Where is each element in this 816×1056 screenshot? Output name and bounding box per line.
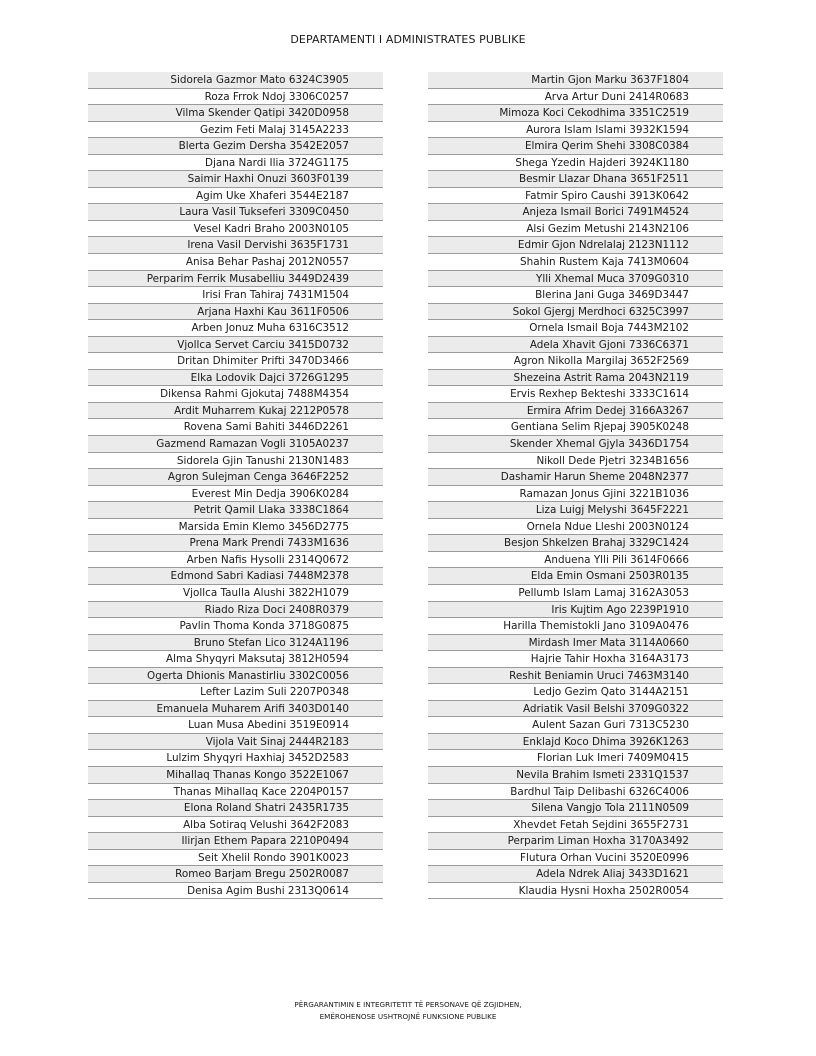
list-row: Dashamir Harun Sheme 2048N2377 xyxy=(428,469,723,486)
list-row: Iris Kujtim Ago 2239P1910 xyxy=(428,602,723,619)
list-row: Flutura Orhan Vucini 3520E0996 xyxy=(428,850,723,867)
list-row: Edmir Gjon Ndrelalaj 2123N1112 xyxy=(428,237,723,254)
list-row: Aulent Sazan Guri 7313C5230 xyxy=(428,717,723,734)
list-row: Shega Yzedin Hajderi 3924K1180 xyxy=(428,155,723,172)
footer-line-2: EMËROHENOSE USHTROJNË FUNKSIONE PUBLIKE xyxy=(319,1012,497,1021)
list-row: Nevila Brahim Ismeti 2331Q1537 xyxy=(428,767,723,784)
list-row: Lulzim Shyqyri Haxhiaj 3452D2583 xyxy=(88,750,383,767)
list-row: Marsida Emin Klemo 3456D2775 xyxy=(88,519,383,536)
list-row: Silena Vangjo Tola 2111N0509 xyxy=(428,800,723,817)
list-row: Riado Riza Doci 2408R0379 xyxy=(88,602,383,619)
list-row: Blerta Gezim Dersha 3542E2057 xyxy=(88,138,383,155)
list-row: Besmir Llazar Dhana 3651F2511 xyxy=(428,171,723,188)
list-row: Ylli Xhemal Muca 3709G0310 xyxy=(428,271,723,288)
list-row: Anisa Behar Pashaj 2012N0557 xyxy=(88,254,383,271)
list-row: Ardit Muharrem Kukaj 2212P0578 xyxy=(88,403,383,420)
list-row: Reshit Beniamin Uruci 7463M3140 xyxy=(428,668,723,685)
list-row: Vjollca Servet Carciu 3415D0732 xyxy=(88,337,383,354)
list-row: Elda Emin Osmani 2503R0135 xyxy=(428,568,723,585)
list-row: Vjollca Taulla Alushi 3822H1079 xyxy=(88,585,383,602)
list-row: Sokol Gjergj Merdhoci 6325C3997 xyxy=(428,304,723,321)
list-row: Prena Mark Prendi 7433M1636 xyxy=(88,535,383,552)
list-row: Agim Uke Xhaferi 3544E2187 xyxy=(88,188,383,205)
list-row: Luan Musa Abedini 3519E0914 xyxy=(88,717,383,734)
list-row: Arva Artur Duni 2414R0683 xyxy=(428,89,723,106)
list-row: Perparim Ferrik Musabelliu 3449D2439 xyxy=(88,271,383,288)
list-row: Anduena Ylli Pili 3614F0666 xyxy=(428,552,723,569)
list-row: Bardhul Taip Delibashi 6326C4006 xyxy=(428,784,723,801)
list-row: Ledjo Gezim Qato 3144A2151 xyxy=(428,684,723,701)
list-row: Martin Gjon Marku 3637F1804 xyxy=(428,72,723,89)
list-row: Ermira Afrim Dedej 3166A3267 xyxy=(428,403,723,420)
list-row: Skender Xhemal Gjyla 3436D1754 xyxy=(428,436,723,453)
list-row: Anjeza Ismail Borici 7491M4524 xyxy=(428,204,723,221)
list-row: Besjon Shkelzen Brahaj 3329C1424 xyxy=(428,535,723,552)
list-row: Ilirjan Ethem Papara 2210P0494 xyxy=(88,833,383,850)
list-row: Dikensa Rahmi Gjokutaj 7488M4354 xyxy=(88,386,383,403)
list-row: Klaudia Hysni Hoxha 2502R0054 xyxy=(428,883,723,900)
list-row: Agron Sulejman Cenga 3646F2252 xyxy=(88,469,383,486)
list-row: Arben Nafis Hysolli 2314Q0672 xyxy=(88,552,383,569)
list-row: Alma Shyqyri Maksutaj 3812H0594 xyxy=(88,651,383,668)
list-row: Sidorela Gjin Tanushi 2130N1483 xyxy=(88,453,383,470)
list-row: Alba Sotiraq Velushi 3642F2083 xyxy=(88,817,383,834)
list-row: Nikoll Dede Pjetri 3234B1656 xyxy=(428,453,723,470)
list-row: Florian Luk Imeri 7409M0415 xyxy=(428,750,723,767)
list-row: Dritan Dhimiter Prifti 3470D3466 xyxy=(88,353,383,370)
footer-line-1: PËRGARANTIMIN E INTEGRITETIT TË PERSONAVE QË ZGJIDHEN, xyxy=(294,1000,522,1009)
list-row: Fatmir Spiro Caushi 3913K0642 xyxy=(428,188,723,205)
list-row: Adela Ndrek Aliaj 3433D1621 xyxy=(428,866,723,883)
list-row: Blerina Jani Guga 3469D3447 xyxy=(428,287,723,304)
list-row: Gezim Feti Malaj 3145A2233 xyxy=(88,122,383,139)
list-row: Elka Lodovik Dajci 3726G1295 xyxy=(88,370,383,387)
list-row: Laura Vasil Tukseferi 3309C0450 xyxy=(88,204,383,221)
list-row: Petrit Qamil Llaka 3338C1864 xyxy=(88,502,383,519)
list-row: Denisa Agim Bushi 2313Q0614 xyxy=(88,883,383,900)
list-row: Everest Min Dedja 3906K0284 xyxy=(88,486,383,503)
list-row: Shahin Rustem Kaja 7413M0604 xyxy=(428,254,723,271)
list-row: Lefter Lazim Suli 2207P0348 xyxy=(88,684,383,701)
footer xyxy=(0,999,816,1023)
list-row: Sidorela Gazmor Mato 6324C3905 xyxy=(88,72,383,89)
list-row: Liza Luigj Melyshi 3645F2221 xyxy=(428,502,723,519)
list-row: Edmond Sabri Kadiasi 7448M2378 xyxy=(88,568,383,585)
list-row: Perparim Liman Hoxha 3170A3492 xyxy=(428,833,723,850)
list-row: Gazmend Ramazan Vogli 3105A0237 xyxy=(88,436,383,453)
list-row: Adela Xhavit Gjoni 7336C6371 xyxy=(428,337,723,354)
list-row: Arjana Haxhi Kau 3611F0506 xyxy=(88,304,383,321)
list-row: Vilma Skender Qatipi 3420D0958 xyxy=(88,105,383,122)
list-row: Rovena Sami Bahiti 3446D2261 xyxy=(88,419,383,436)
list-row: Roza Frrok Ndoj 3306C0257 xyxy=(88,89,383,106)
list-row: Elmira Qerim Shehi 3308C0384 xyxy=(428,138,723,155)
list-row: Vijola Vait Sinaj 2444R2183 xyxy=(88,734,383,751)
list-row: Arben Jonuz Muha 6316C3512 xyxy=(88,320,383,337)
list-row: Xhevdet Fetah Sejdini 3655F2731 xyxy=(428,817,723,834)
list-row: Pavlin Thoma Konda 3718G0875 xyxy=(88,618,383,635)
list-row: Vesel Kadri Braho 2003N0105 xyxy=(88,221,383,238)
list-row: Adriatik Vasil Belshi 3709G0322 xyxy=(428,701,723,718)
list-row: Mihallaq Thanas Kongo 3522E1067 xyxy=(88,767,383,784)
page-title: DEPARTAMENTI I ADMINISTRATES PUBLIKE xyxy=(290,33,526,46)
list-row: Alsi Gezim Metushi 2143N2106 xyxy=(428,221,723,238)
list-row: Shezeina Astrit Rama 2043N2119 xyxy=(428,370,723,387)
list-row: Saimir Haxhi Onuzi 3603F0139 xyxy=(88,171,383,188)
list-row: Mimoza Koci Cekodhima 3351C2519 xyxy=(428,105,723,122)
list-row: Thanas Mihallaq Kace 2204P0157 xyxy=(88,784,383,801)
list-row: Ramazan Jonus Gjini 3221B1036 xyxy=(428,486,723,503)
list-row: Pellumb Islam Lamaj 3162A3053 xyxy=(428,585,723,602)
list-row: Mirdash Imer Mata 3114A0660 xyxy=(428,635,723,652)
list-row: Elona Roland Shatri 2435R1735 xyxy=(88,800,383,817)
list-row: Agron Nikolla Margilaj 3652F2569 xyxy=(428,353,723,370)
list-row: Harilla Themistokli Jano 3109A0476 xyxy=(428,618,723,635)
list-row: Ervis Rexhep Bekteshi 3333C1614 xyxy=(428,386,723,403)
list-row: Enklajd Koco Dhima 3926K1263 xyxy=(428,734,723,751)
list-row: Gentiana Selim Rjepaj 3905K0248 xyxy=(428,419,723,436)
list-row: Djana Nardi Ilia 3724G1175 xyxy=(88,155,383,172)
list-row: Seit Xhelil Rondo 3901K0023 xyxy=(88,850,383,867)
list-row: Ornela Ismail Boja 7443M2102 xyxy=(428,320,723,337)
list-row: Romeo Barjam Bregu 2502R0087 xyxy=(88,866,383,883)
list-row: Emanuela Muharem Arifi 3403D0140 xyxy=(88,701,383,718)
list-row: Hajrie Tahir Hoxha 3164A3173 xyxy=(428,651,723,668)
list-row: Irisi Fran Tahiraj 7431M1504 xyxy=(88,287,383,304)
left-name-list xyxy=(88,72,383,899)
list-row: Ornela Ndue Lleshi 2003N0124 xyxy=(428,519,723,536)
list-row: Irena Vasil Dervishi 3635F1731 xyxy=(88,237,383,254)
right-name-list xyxy=(428,72,723,899)
list-row: Aurora Islam Islami 3932K1594 xyxy=(428,122,723,139)
list-row: Bruno Stefan Lico 3124A1196 xyxy=(88,635,383,652)
list-row: Ogerta Dhionis Manastirliu 3302C0056 xyxy=(88,668,383,685)
